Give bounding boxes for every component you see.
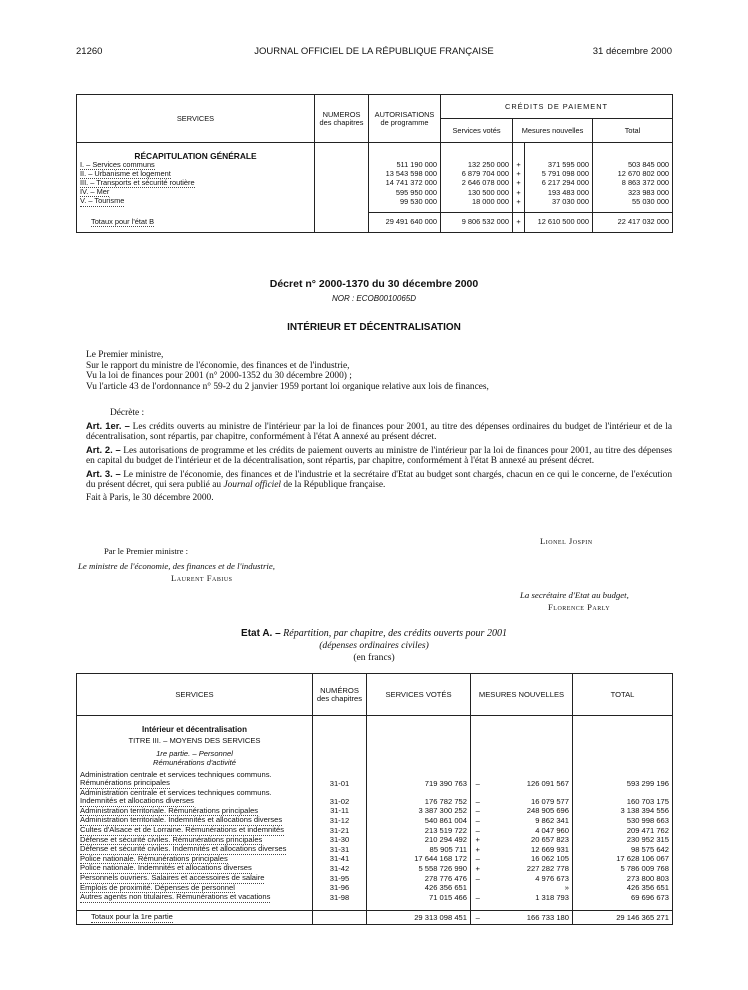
signature-fabius: Laurent Fabius: [171, 573, 233, 583]
row-votes: 132 250 000: [441, 161, 513, 170]
row-label: [77, 161, 315, 170]
row-votes: 278 776 476: [367, 874, 471, 884]
table-row-continuation: [77, 771, 673, 780]
row-ap: 595 950 000: [369, 188, 441, 197]
row-label: [77, 197, 315, 206]
row-total: 426 356 651: [573, 884, 673, 894]
row-votes: 2 646 078 000: [441, 179, 513, 188]
row-total: 209 471 762: [573, 826, 673, 836]
decrete-line: Décrète :: [110, 408, 145, 418]
row-label-text: Police nationale. Rémunérations principales: [80, 854, 228, 863]
row-total: 5 786 009 768: [573, 864, 673, 874]
row-total: 323 983 000: [593, 188, 673, 197]
row-label-text: I. – Services communs: [80, 160, 155, 169]
row-votes: 5 558 726 990: [367, 864, 471, 874]
signature-parly: Florence Parly: [548, 602, 611, 612]
partie-heading: 1re partie. – Personnel: [77, 749, 313, 759]
row-total: 17 628 106 067: [573, 855, 673, 865]
signature-jospin: Lionel Jospin: [540, 536, 593, 546]
etat-a-title: [76, 628, 672, 639]
preamble-line: Le Premier ministre,: [86, 350, 164, 360]
par-le-premier-ministre: Par le Premier ministre :: [104, 546, 189, 556]
col-header-numeros: NUMÉROS des chapitres: [313, 674, 367, 716]
row-label: [77, 845, 313, 855]
row-label-text: Cultes d'Alsace et de Lorraine. Rémunérations et indemnités: [80, 826, 285, 835]
table-row: [77, 893, 673, 903]
row-chapter: 31-30: [313, 836, 367, 846]
minister-title: Le ministre de l'économie, des finances et de l'industrie,: [78, 561, 275, 571]
row-mesures: 193 483 000: [525, 188, 593, 197]
row-label-text: Défense et sécurité civiles. Indemnités et allocations diverses: [80, 845, 287, 854]
row-mesures: 371 595 000: [525, 161, 593, 170]
row-ap: 14 741 372 000: [369, 179, 441, 188]
row-chapter: 31-98: [313, 893, 367, 903]
row-mesures: 16 079 577: [485, 797, 573, 807]
journal-officiel-ref: Journal officiel: [223, 480, 281, 490]
row-label-text: III. – Transports et sécurité routière: [80, 178, 195, 187]
row-sign: –: [471, 893, 485, 903]
col-header-mesures: Mesures nouvelles: [513, 119, 593, 143]
section-title: RÉCAPITULATION GÉNÉRALE: [77, 143, 315, 161]
row-label-text: Police nationale. Indemnités et allocations diverses: [80, 864, 252, 873]
row-label-text: Défense et sécurité civiles. Rémunérations principales: [80, 835, 263, 844]
etat-a-subtitle: (dépenses ordinaires civiles): [319, 640, 429, 651]
table-row: [77, 845, 673, 855]
row-chapter: 31-21: [313, 826, 367, 836]
col-header-services-votes: SERVICES VOTÉS: [367, 674, 471, 716]
row-chapter: 31-31: [313, 845, 367, 855]
preamble-line: Vu l'article 43 de l'ordonnance n° 59-2 du 2 janvier 1959 portant loi organique relative aux lois de finances,: [86, 381, 489, 392]
row-votes: 71 015 466: [367, 893, 471, 903]
row-mesures: 227 282 778: [485, 864, 573, 874]
row-sign: +: [513, 161, 525, 170]
row-mesures: 6 217 294 000: [525, 179, 593, 188]
col-header-credits: CRÉDITS DE PAIEMENT: [441, 95, 673, 119]
row-total: 530 998 663: [573, 816, 673, 826]
row-total: 230 952 315: [573, 836, 673, 846]
table-row: [77, 188, 673, 197]
table-row: [77, 816, 673, 826]
table-row: [77, 864, 673, 874]
article-1-head: Art. 1er. –: [86, 419, 130, 431]
etat-a-label: Etat A. –: [241, 628, 281, 639]
table-row-total-label: [77, 213, 315, 233]
row-votes: 540 861 004: [367, 816, 471, 826]
row-label-text: Emplois de proximité. Dépenses de personnel: [80, 883, 235, 892]
row-label-prefix: Administration centrale et services techniques communs.: [77, 771, 313, 780]
total-votes: 29 313 098 451: [367, 911, 471, 925]
row-label-text: V. – Tourisme: [80, 197, 125, 206]
total-sign: +: [513, 213, 525, 233]
row-label-text: Indemnités et allocations diverses: [80, 797, 194, 806]
total-total: 29 146 365 271: [573, 911, 673, 925]
row-total: 3 138 394 556: [573, 807, 673, 817]
row-sign: –: [471, 855, 485, 865]
row-label: [77, 170, 315, 179]
row-label: [77, 179, 315, 188]
row-label: [77, 836, 313, 846]
row-label-text: Administration territoriale. Indemnités et allocations diverses: [80, 816, 283, 825]
table-row-total-label: [77, 911, 313, 925]
col-header-total: TOTAL: [573, 674, 673, 716]
row-mesures: 126 091 567: [485, 779, 573, 789]
row-votes: 18 000 000: [441, 197, 513, 206]
row-votes: 6 879 704 000: [441, 170, 513, 179]
row-mesures: 12 669 931: [485, 845, 573, 855]
row-sign: [471, 884, 485, 894]
preamble-line: Vu la loi de finances pour 2001 (n° 2000-1352 du 30 décembre 2000) ;: [86, 371, 352, 381]
row-total: 160 703 175: [573, 797, 673, 807]
row-total: 8 863 372 000: [593, 179, 673, 188]
row-mesures: 20 657 823: [485, 836, 573, 846]
table-row: [77, 179, 673, 188]
row-votes: 176 782 752: [367, 797, 471, 807]
row-sign: –: [471, 807, 485, 817]
row-mesures: 4 047 960: [485, 826, 573, 836]
row-label: [77, 893, 313, 903]
row-votes: 130 500 000: [441, 188, 513, 197]
article-3-end: de la République française.: [283, 480, 386, 490]
row-sign: +: [513, 197, 525, 206]
row-sign: +: [513, 179, 525, 188]
journal-title: JOURNAL OFFICIEL DE LA RÉPUBLIQUE FRANÇAISE: [254, 46, 494, 57]
row-label-text: Autres agents non titulaires. Rémunérations et vacations: [80, 893, 271, 902]
total-sign: –: [471, 911, 485, 925]
secretary-title: La secrétaire d'Etat au budget,: [520, 590, 629, 600]
row-votes: 85 905 711: [367, 845, 471, 855]
article-1-text: Les crédits ouverts au ministre de l'intérieur par la loi de finances pour 2001, au titre des dépenses ordinaires du budget de l'intérieur et de la décentralisation, sont répartis, par chapitre, conformément à l'état A annexé au présent décret.: [86, 421, 673, 442]
row-total: 273 800 803: [573, 874, 673, 884]
decree-nor: NOR : ECOB0010065D: [331, 294, 417, 303]
total-votes: 9 806 532 000: [441, 213, 513, 233]
row-chapter: [315, 170, 369, 179]
row-ap: 99 530 000: [369, 197, 441, 206]
total-label-text: Totaux pour la 1re partie: [91, 912, 173, 922]
table-row-continuation: [77, 789, 673, 798]
row-chapter: 31-95: [313, 874, 367, 884]
row-chapter: 31-96: [313, 884, 367, 894]
col-header-autorisations: AUTORISATIONS de programme: [369, 95, 441, 143]
decree-title: Décret n° 2000-1370 du 30 décembre 2000: [269, 278, 479, 290]
table-row: [77, 855, 673, 865]
row-ap: 13 543 598 000: [369, 170, 441, 179]
row-chapter: 31-01: [313, 779, 367, 789]
row-mesures: 248 905 696: [485, 807, 573, 817]
row-total: 69 696 673: [573, 893, 673, 903]
row-chapter: 31-42: [313, 864, 367, 874]
row-mesures: »: [485, 884, 573, 894]
row-label: [77, 816, 313, 826]
table-row: [77, 807, 673, 817]
row-label: [77, 884, 313, 894]
table-row: [77, 797, 673, 807]
row-sign: –: [471, 816, 485, 826]
row-label: [77, 797, 313, 807]
col-header-services-votes: Services votés: [441, 119, 513, 143]
row-label: [77, 779, 313, 789]
row-ap: 511 190 000: [369, 161, 441, 170]
row-label-text: Personnels ouvriers. Salaires et accessoires de salaire: [80, 874, 265, 883]
row-sign: –: [471, 779, 485, 789]
row-sign: –: [471, 797, 485, 807]
row-chapter: [315, 197, 369, 206]
table-row: [77, 874, 673, 884]
row-chapter: [315, 188, 369, 197]
row-total: 55 030 000: [593, 197, 673, 206]
etat-a-table: [76, 673, 673, 925]
table-row: [77, 836, 673, 846]
row-total: 593 299 196: [573, 779, 673, 789]
row-label-text: Rémunérations principales: [80, 779, 170, 788]
row-sign: +: [513, 170, 525, 179]
col-header-services: SERVICES: [77, 674, 313, 716]
preamble-line: Sur le rapport du ministre de l'économie, des finances et de l'industrie,: [86, 360, 350, 371]
total-total: 22 417 032 000: [593, 213, 673, 233]
row-sign: +: [471, 845, 485, 855]
row-label: [77, 864, 313, 874]
row-label: [77, 874, 313, 884]
row-mesures: 9 862 341: [485, 816, 573, 826]
row-chapter: 31-11: [313, 807, 367, 817]
total-label-text: Totaux pour l'état B: [91, 216, 155, 226]
row-votes: 426 356 651: [367, 884, 471, 894]
row-mesures: 37 030 000: [525, 197, 593, 206]
row-label-text: IV. – Mer: [80, 188, 110, 197]
row-total: 503 845 000: [593, 161, 673, 170]
table-row: [77, 826, 673, 836]
row-votes: 213 519 722: [367, 826, 471, 836]
row-mesures: 1 318 793: [485, 893, 573, 903]
row-label-text: II. – Urbanisme et logement: [80, 169, 171, 178]
row-votes: 3 387 300 252: [367, 807, 471, 817]
table-row: [77, 779, 673, 789]
row-votes: 210 294 492: [367, 836, 471, 846]
decree-body: [86, 408, 672, 503]
ministry-heading: INTÉRIEUR ET DÉCENTRALISATION: [287, 322, 461, 333]
row-votes: 17 644 168 172: [367, 855, 471, 865]
row-chapter: 31-02: [313, 797, 367, 807]
row-sign: +: [471, 864, 485, 874]
table-row: [77, 197, 673, 206]
row-mesures: 5 791 098 000: [525, 170, 593, 179]
section-heading: Intérieur et décentralisation: [77, 716, 313, 735]
row-label: [77, 807, 313, 817]
row-label-prefix: Administration centrale et services techniques communs.: [77, 789, 313, 798]
total-mesures: 166 733 180: [485, 911, 573, 925]
row-votes: 719 390 763: [367, 779, 471, 789]
row-label: [77, 826, 313, 836]
col-header-total: Total: [593, 119, 673, 143]
row-mesures: 16 062 105: [485, 855, 573, 865]
row-chapter: 31-12: [313, 816, 367, 826]
partie-subheading: Rémunérations d'activité: [77, 759, 313, 771]
col-header-mesures: MESURES NOUVELLES: [471, 674, 573, 716]
titre-heading: TITRE III. – MOYENS DES SERVICES: [77, 735, 313, 749]
etat-b-recap-table: [76, 94, 673, 233]
total-mesures: 12 610 500 000: [525, 213, 593, 233]
col-header-services: SERVICES: [77, 95, 315, 143]
etat-a-unit: (en francs): [353, 652, 395, 663]
article-3-text: Le ministre de l'économie, des finances et de l'industrie et la secrétaire d'Etat au budget sont chargés, chacun en ce qui le concerne, de l'exécution du présent décret, qui sera publié au: [86, 469, 673, 490]
row-chapter: [315, 161, 369, 170]
row-total: 98 575 642: [573, 845, 673, 855]
issue-date: 31 décembre 2000: [592, 46, 672, 57]
total-ap: 29 491 640 000: [369, 213, 441, 233]
table-row: [77, 884, 673, 894]
article-2-head: Art. 2. –: [86, 443, 121, 455]
etat-a-description: Répartition, par chapitre, des crédits ouverts pour 2001: [283, 628, 507, 639]
row-label: [77, 188, 315, 197]
row-sign: –: [471, 874, 485, 884]
row-sign: +: [513, 188, 525, 197]
fait-a-paris: Fait à Paris, le 30 décembre 2000.: [86, 492, 214, 503]
row-label-text: Administration territoriale. Rémunérations principales: [80, 806, 259, 815]
article-2-text: Les autorisations de programme et les crédits de paiement ouverts au ministre de l'intérieur par la loi de finances pour 2001, au titre des dépenses en capital du budget de l'intérieur et de la décentralisation, sont répartis, par chapitre, conformément à l'état B annexé au présent décret.: [86, 445, 673, 466]
row-sign: +: [471, 836, 485, 846]
article-3-head: Art. 3. –: [86, 467, 121, 479]
row-chapter: [315, 179, 369, 188]
page-number: 21260: [76, 46, 103, 57]
decree-preamble: [86, 350, 672, 392]
row-sign: –: [471, 826, 485, 836]
row-label: [77, 855, 313, 865]
row-mesures: 4 976 673: [485, 874, 573, 884]
row-chapter: 31-41: [313, 855, 367, 865]
col-header-numeros: NUMEROS des chapitres: [315, 95, 369, 143]
row-total: 12 670 802 000: [593, 170, 673, 179]
